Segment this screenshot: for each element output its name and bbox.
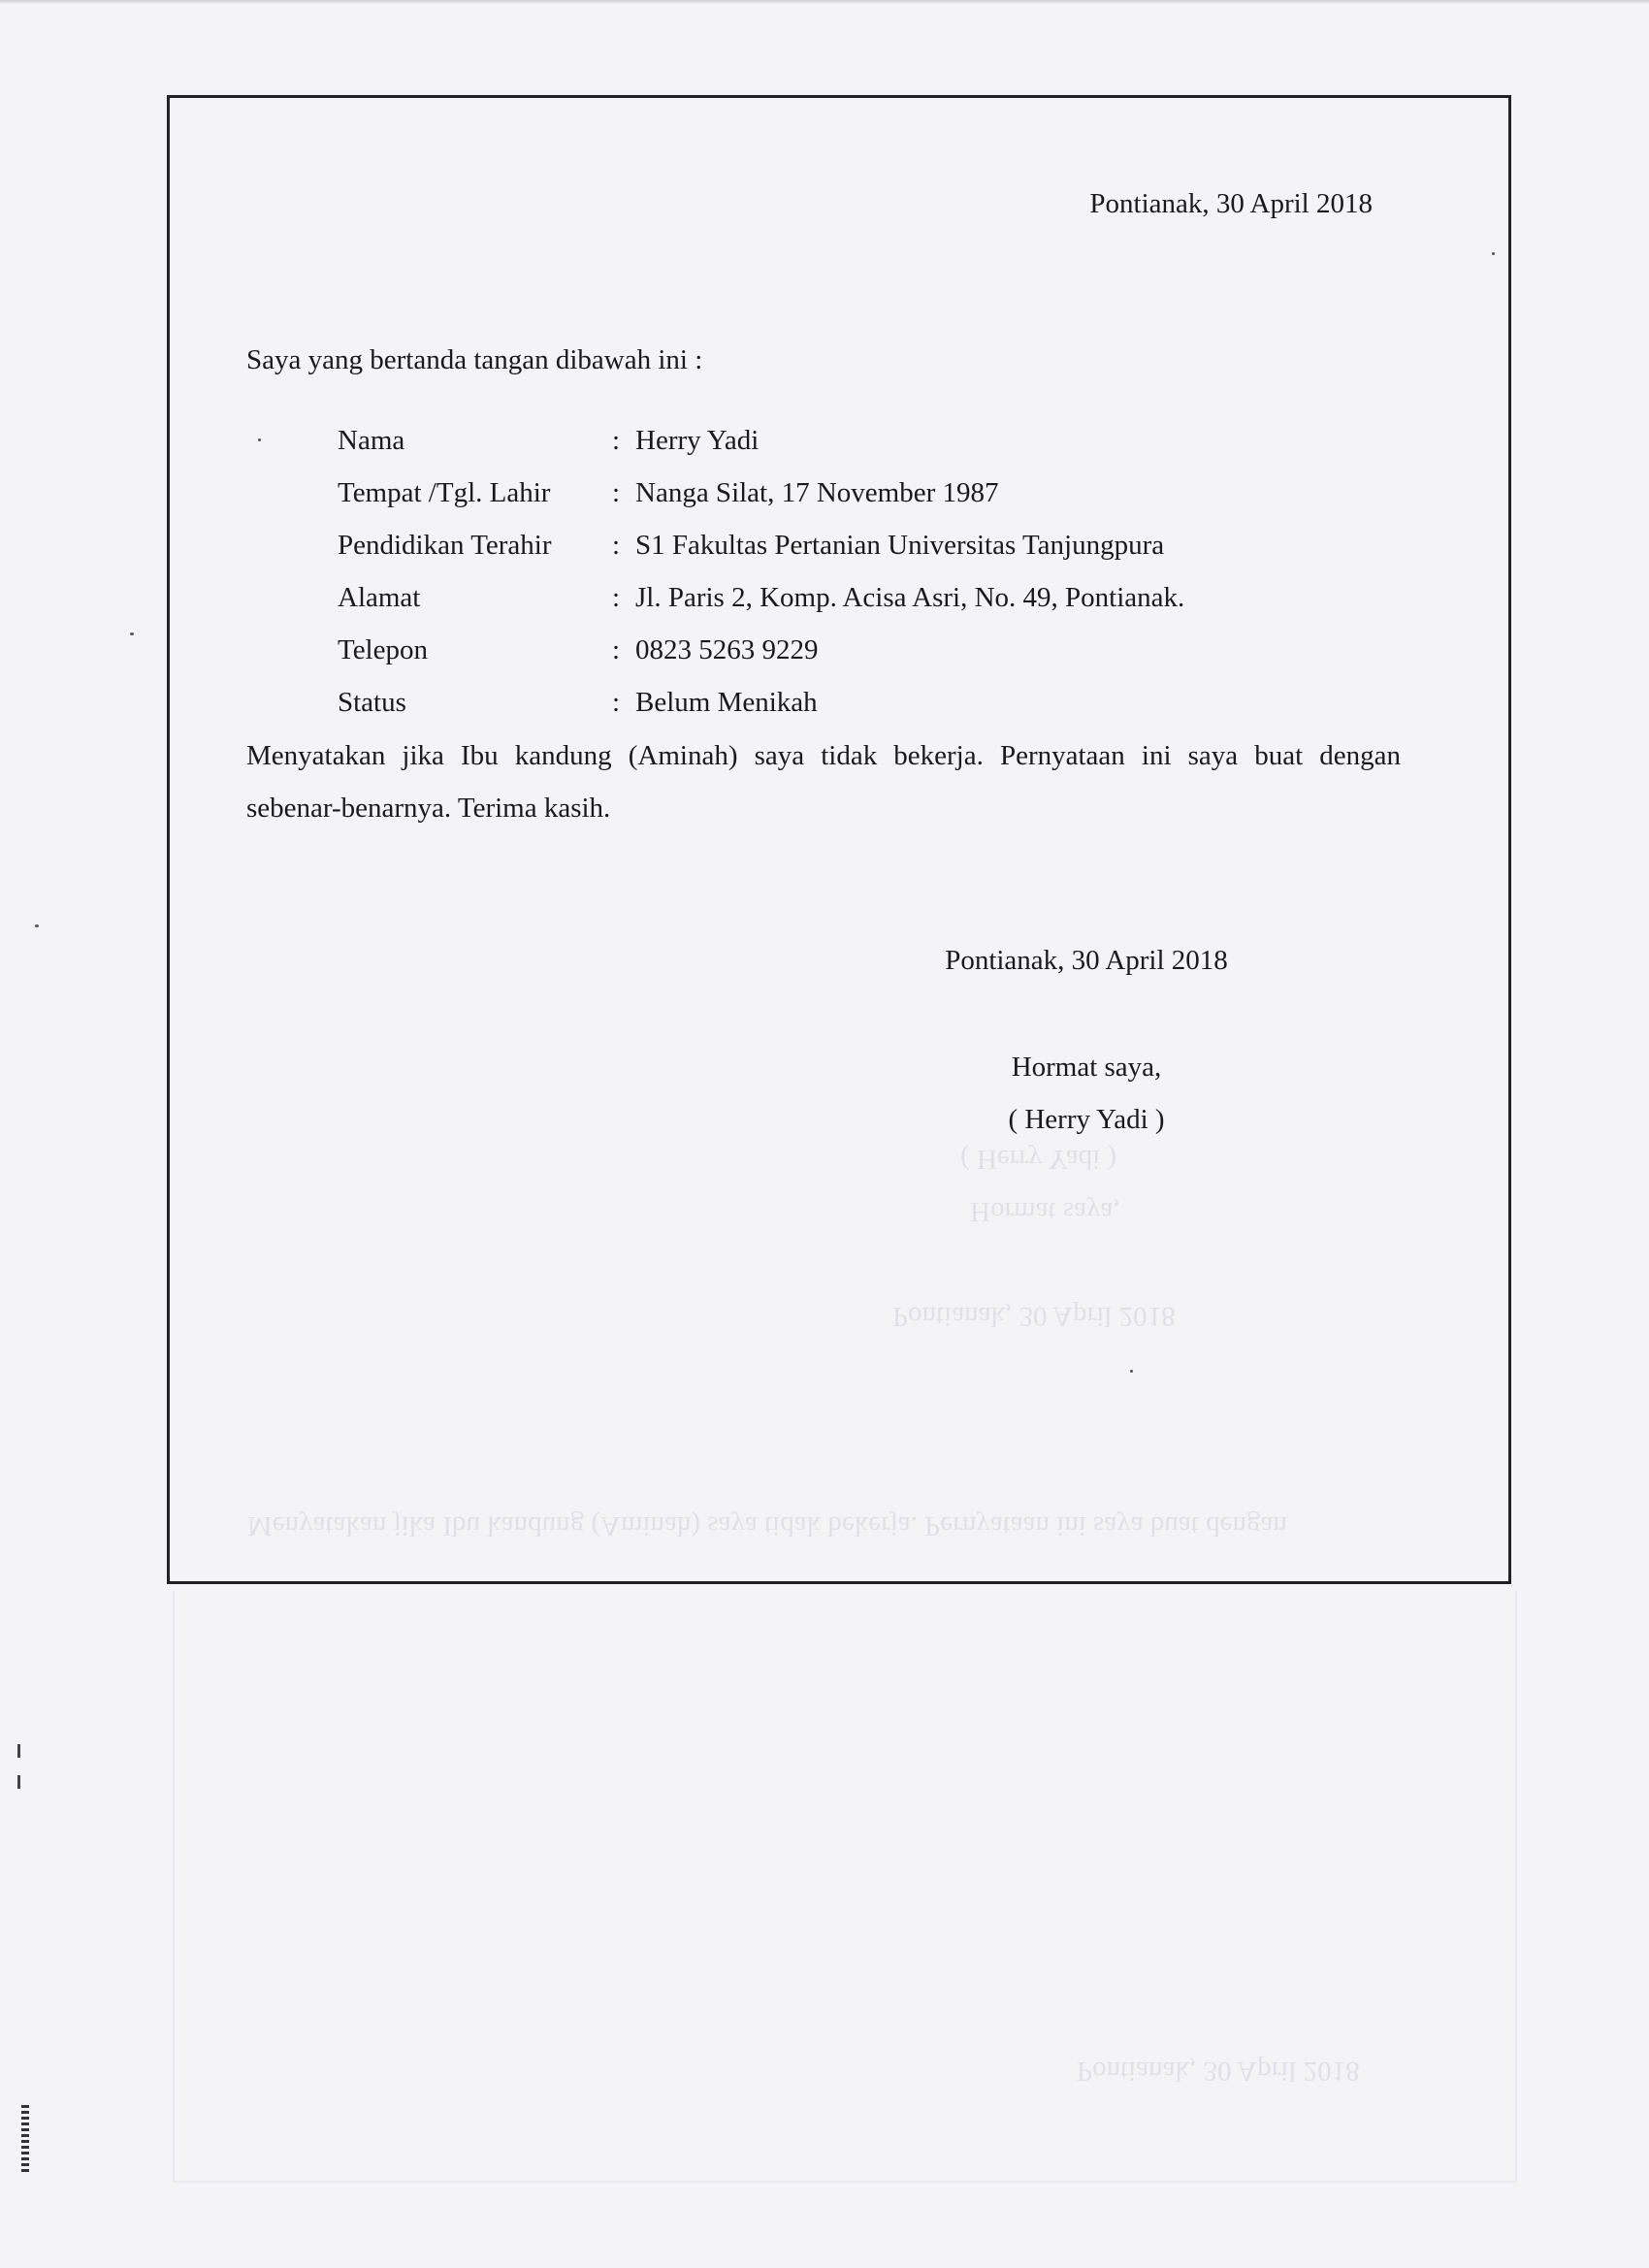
field-colon: : — [612, 687, 621, 718]
scan-edge-mark — [21, 2105, 29, 2173]
signature-closing: Hormat saya, — [1011, 1052, 1162, 1083]
statement-line: sebenar-benarnya. Terima kasih. — [246, 793, 611, 824]
field-label: Pendidikan Terahir — [338, 530, 552, 561]
field-colon: : — [612, 634, 621, 665]
statement-paragraph — [246, 729, 1401, 834]
field-value: Jl. Paris 2, Komp. Acisa Asri, No. 49, Pontianak. — [635, 582, 1185, 613]
field-label: Tempat /Tgl. Lahir — [338, 477, 551, 508]
signature-date: Pontianak, 30 April 2018 — [945, 945, 1228, 976]
field-value: 0823 5263 9229 — [635, 634, 819, 665]
scan-speck — [130, 632, 134, 635]
bleed-through-text: ( Herry Yadi ) — [960, 1144, 1117, 1175]
scan-top-edge — [0, 0, 1649, 4]
field-colon: : — [612, 530, 621, 561]
field-label: Telepon — [338, 634, 428, 665]
field-value: Belum Menikah — [635, 687, 818, 718]
field-label: Nama — [338, 425, 405, 456]
signature-name: ( Herry Yadi ) — [1008, 1104, 1165, 1135]
scan-edge-mark — [17, 1744, 20, 1758]
letter-date-top: Pontianak, 30 April 2018 — [1089, 188, 1373, 219]
bleed-through-text: Pontianak, 30 April 2018 — [1077, 2056, 1360, 2087]
scan-edge-mark — [17, 1775, 20, 1789]
scan-speck — [35, 924, 39, 927]
field-label: Status — [338, 687, 406, 718]
statement-line: Menyatakan jika Ibu kandung (Aminah) saya tidak bekerja. Pernyataan ini saya buat dengan — [246, 740, 1401, 771]
bleed-through-text: Hormat saya, — [970, 1196, 1120, 1227]
field-label: Alamat — [338, 582, 421, 613]
field-value: Herry Yadi — [635, 425, 760, 456]
field-colon: : — [612, 425, 621, 456]
bleed-through-text: Menyatakan jika Ibu kandung (Aminah) saya tidak bekerja. Pernyataan ini saya buat dengan — [247, 1510, 1287, 1541]
bleed-through-text: Pontianak, 30 April 2018 — [892, 1301, 1176, 1332]
letter-border — [167, 95, 1511, 1584]
field-colon: : — [612, 477, 621, 508]
field-colon: : — [612, 582, 621, 613]
field-value: Nanga Silat, 17 November 1987 — [635, 477, 999, 508]
letter-intro: Saya yang bertanda tangan dibawah ini : — [246, 344, 703, 375]
field-value: S1 Fakultas Pertanian Universitas Tanjungpura — [635, 530, 1165, 561]
bleed-through-frame — [173, 1591, 1517, 2183]
